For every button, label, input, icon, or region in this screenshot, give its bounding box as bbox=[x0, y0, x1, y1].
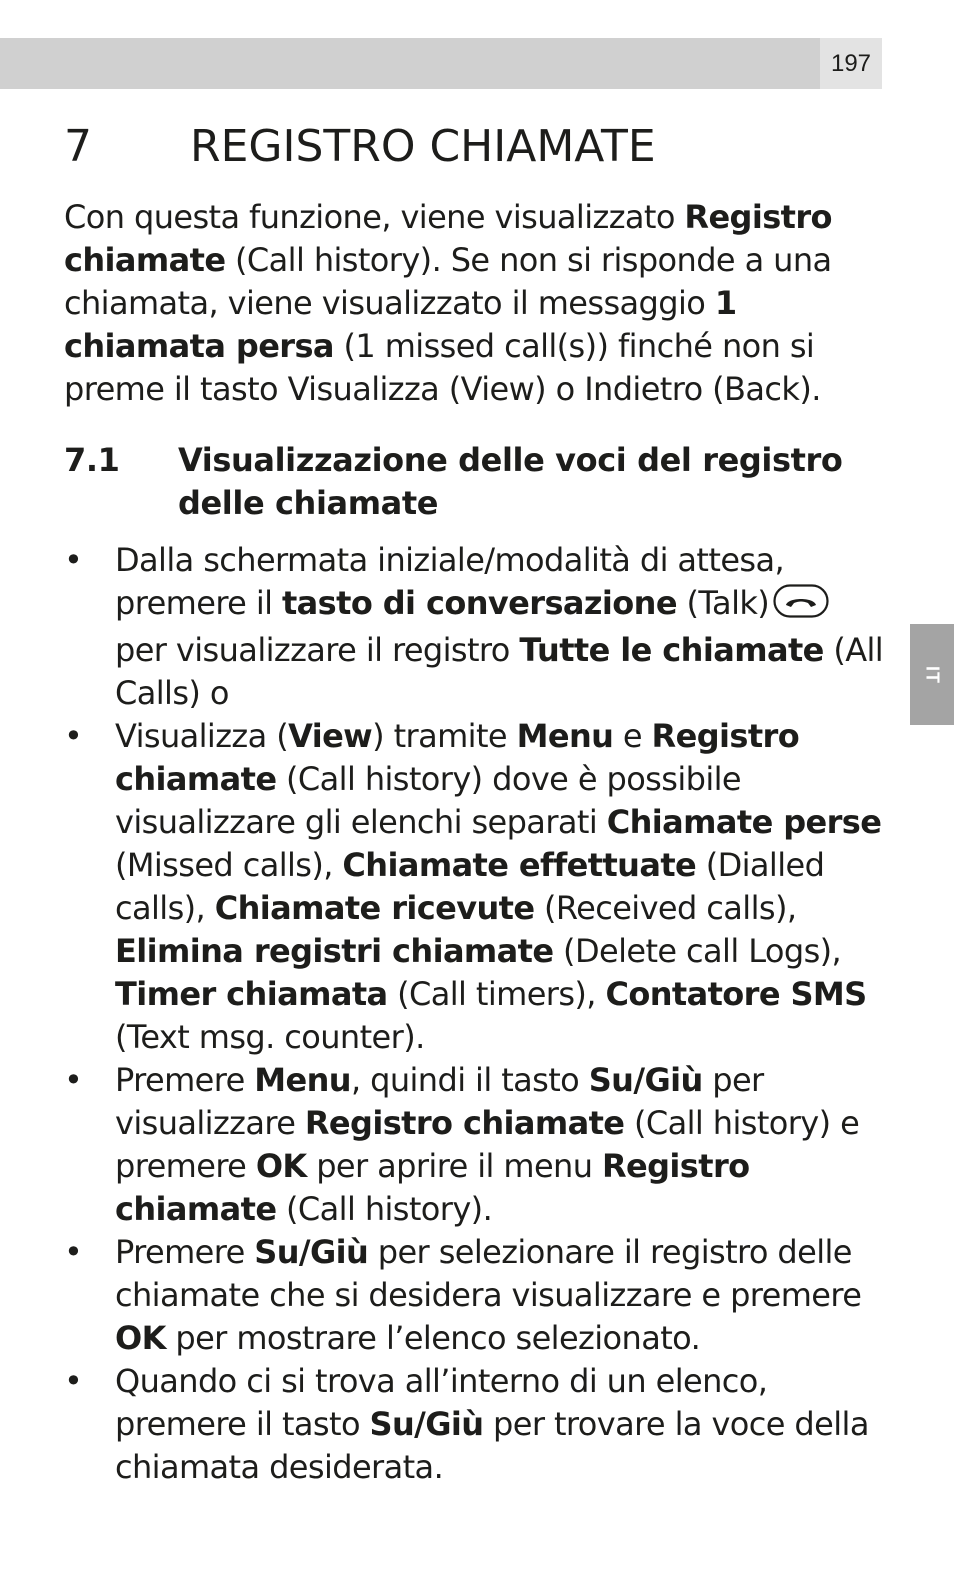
item-bold: Su/Giù bbox=[588, 1061, 703, 1099]
item-bold: tasto di conversazione bbox=[281, 584, 677, 622]
item-bold: Menu bbox=[254, 1061, 351, 1099]
list-item bbox=[64, 1360, 884, 1489]
item-bold: Contatore SMS bbox=[605, 975, 867, 1013]
item-bold: View bbox=[288, 717, 373, 755]
item-text: per trovare la voce della chiamata desiderata. bbox=[115, 1405, 869, 1486]
item-text: (Text msg. counter). bbox=[115, 1018, 425, 1056]
bullet: • bbox=[64, 541, 83, 579]
item-text: (Delete call Logs), bbox=[553, 932, 842, 970]
intro-text: Con questa funzione, viene visualizzato bbox=[64, 198, 685, 236]
intro-bold: 1 chiamata persa bbox=[64, 284, 737, 365]
item-text: e bbox=[613, 717, 652, 755]
item-text: Visualizza ( bbox=[115, 717, 289, 755]
item-text: Premere bbox=[115, 1233, 255, 1271]
item-bold: Tutte le chiamate bbox=[519, 631, 824, 669]
item-bold: Registro chiamate bbox=[115, 1147, 750, 1228]
item-text: (Call timers), bbox=[387, 975, 606, 1013]
bullet: • bbox=[64, 717, 83, 755]
page-number: 197 bbox=[820, 38, 882, 89]
list-item bbox=[64, 715, 884, 1059]
intro-bold: Registro chiamate bbox=[64, 198, 832, 279]
intro-text: (Call history). Se non si risponde a una chiamata, viene visualizzato il messaggio bbox=[64, 241, 832, 322]
item-text: (Dialled calls), bbox=[115, 846, 825, 927]
steps-list bbox=[64, 539, 884, 1489]
language-tab bbox=[910, 624, 954, 725]
item-text: (All Calls) o bbox=[115, 631, 884, 712]
item-bold: OK bbox=[115, 1319, 166, 1357]
item-text: (Call history). bbox=[276, 1190, 493, 1228]
item-text: Dalla schermata iniziale/modalità di attesa, premere il bbox=[115, 541, 785, 622]
item-text: , quindi il tasto bbox=[350, 1061, 589, 1099]
item-text: (Missed calls), bbox=[115, 846, 343, 884]
chapter-number: 7 bbox=[64, 121, 92, 172]
item-bold: Registro chiamate bbox=[115, 717, 800, 798]
item-bold: Su/Giù bbox=[254, 1233, 369, 1271]
bullet: • bbox=[64, 1233, 83, 1271]
item-bold: Chiamate effettuate bbox=[342, 846, 697, 884]
item-bold: Registro chiamate bbox=[304, 1104, 625, 1142]
item-text: (Talk) bbox=[676, 584, 770, 622]
item-text: (Call history) dove è possibile visualizzare gli elenchi separati bbox=[115, 760, 741, 841]
item-text: (Call history) e premere bbox=[115, 1104, 860, 1185]
bullet: • bbox=[64, 1362, 83, 1400]
bullet: • bbox=[64, 1061, 83, 1099]
intro-text: (1 missed call(s)) finché non si preme il tasto Visualizza (View) o Indietro (Back). bbox=[64, 327, 821, 408]
list-item bbox=[64, 1059, 884, 1231]
header-bar bbox=[0, 38, 820, 89]
intro-paragraph bbox=[64, 196, 884, 411]
item-text: Quando ci si trova all’interno di un elenco, premere il tasto bbox=[115, 1362, 768, 1443]
section-number: 7.1 bbox=[64, 441, 120, 479]
item-text: per visualizzare bbox=[115, 1061, 764, 1142]
item-text: per selezionare il registro delle chiamate che si desidera visualizzare e premere bbox=[115, 1233, 862, 1314]
item-text: ) tramite bbox=[372, 717, 517, 755]
item-bold: Menu bbox=[516, 717, 614, 755]
item-bold: Chiamate perse bbox=[606, 803, 882, 841]
section-title: Visualizzazione delle voci del registro delle chiamate bbox=[178, 441, 843, 522]
item-bold: OK bbox=[255, 1147, 307, 1185]
item-text: per aprire il menu bbox=[306, 1147, 602, 1185]
item-text: Premere bbox=[115, 1061, 255, 1099]
item-text: (Received calls), bbox=[534, 889, 797, 927]
item-text: per visualizzare il registro bbox=[115, 631, 520, 669]
list-item bbox=[64, 539, 884, 715]
language-tab-label: IT bbox=[922, 665, 943, 684]
talk-phone-icon bbox=[773, 584, 829, 629]
list-item bbox=[64, 1231, 884, 1360]
chapter-title: REGISTRO CHIAMATE bbox=[190, 121, 656, 172]
item-bold: Elimina registri chiamate bbox=[115, 932, 554, 970]
item-text: per mostrare l’elenco selezionato. bbox=[165, 1319, 701, 1357]
chapter-heading bbox=[64, 116, 884, 178]
section-heading bbox=[64, 439, 884, 525]
item-bold: Timer chiamata bbox=[115, 975, 388, 1013]
page-content bbox=[64, 116, 884, 1489]
item-bold: Chiamate ricevute bbox=[214, 889, 535, 927]
item-bold: Su/Giù bbox=[369, 1405, 484, 1443]
